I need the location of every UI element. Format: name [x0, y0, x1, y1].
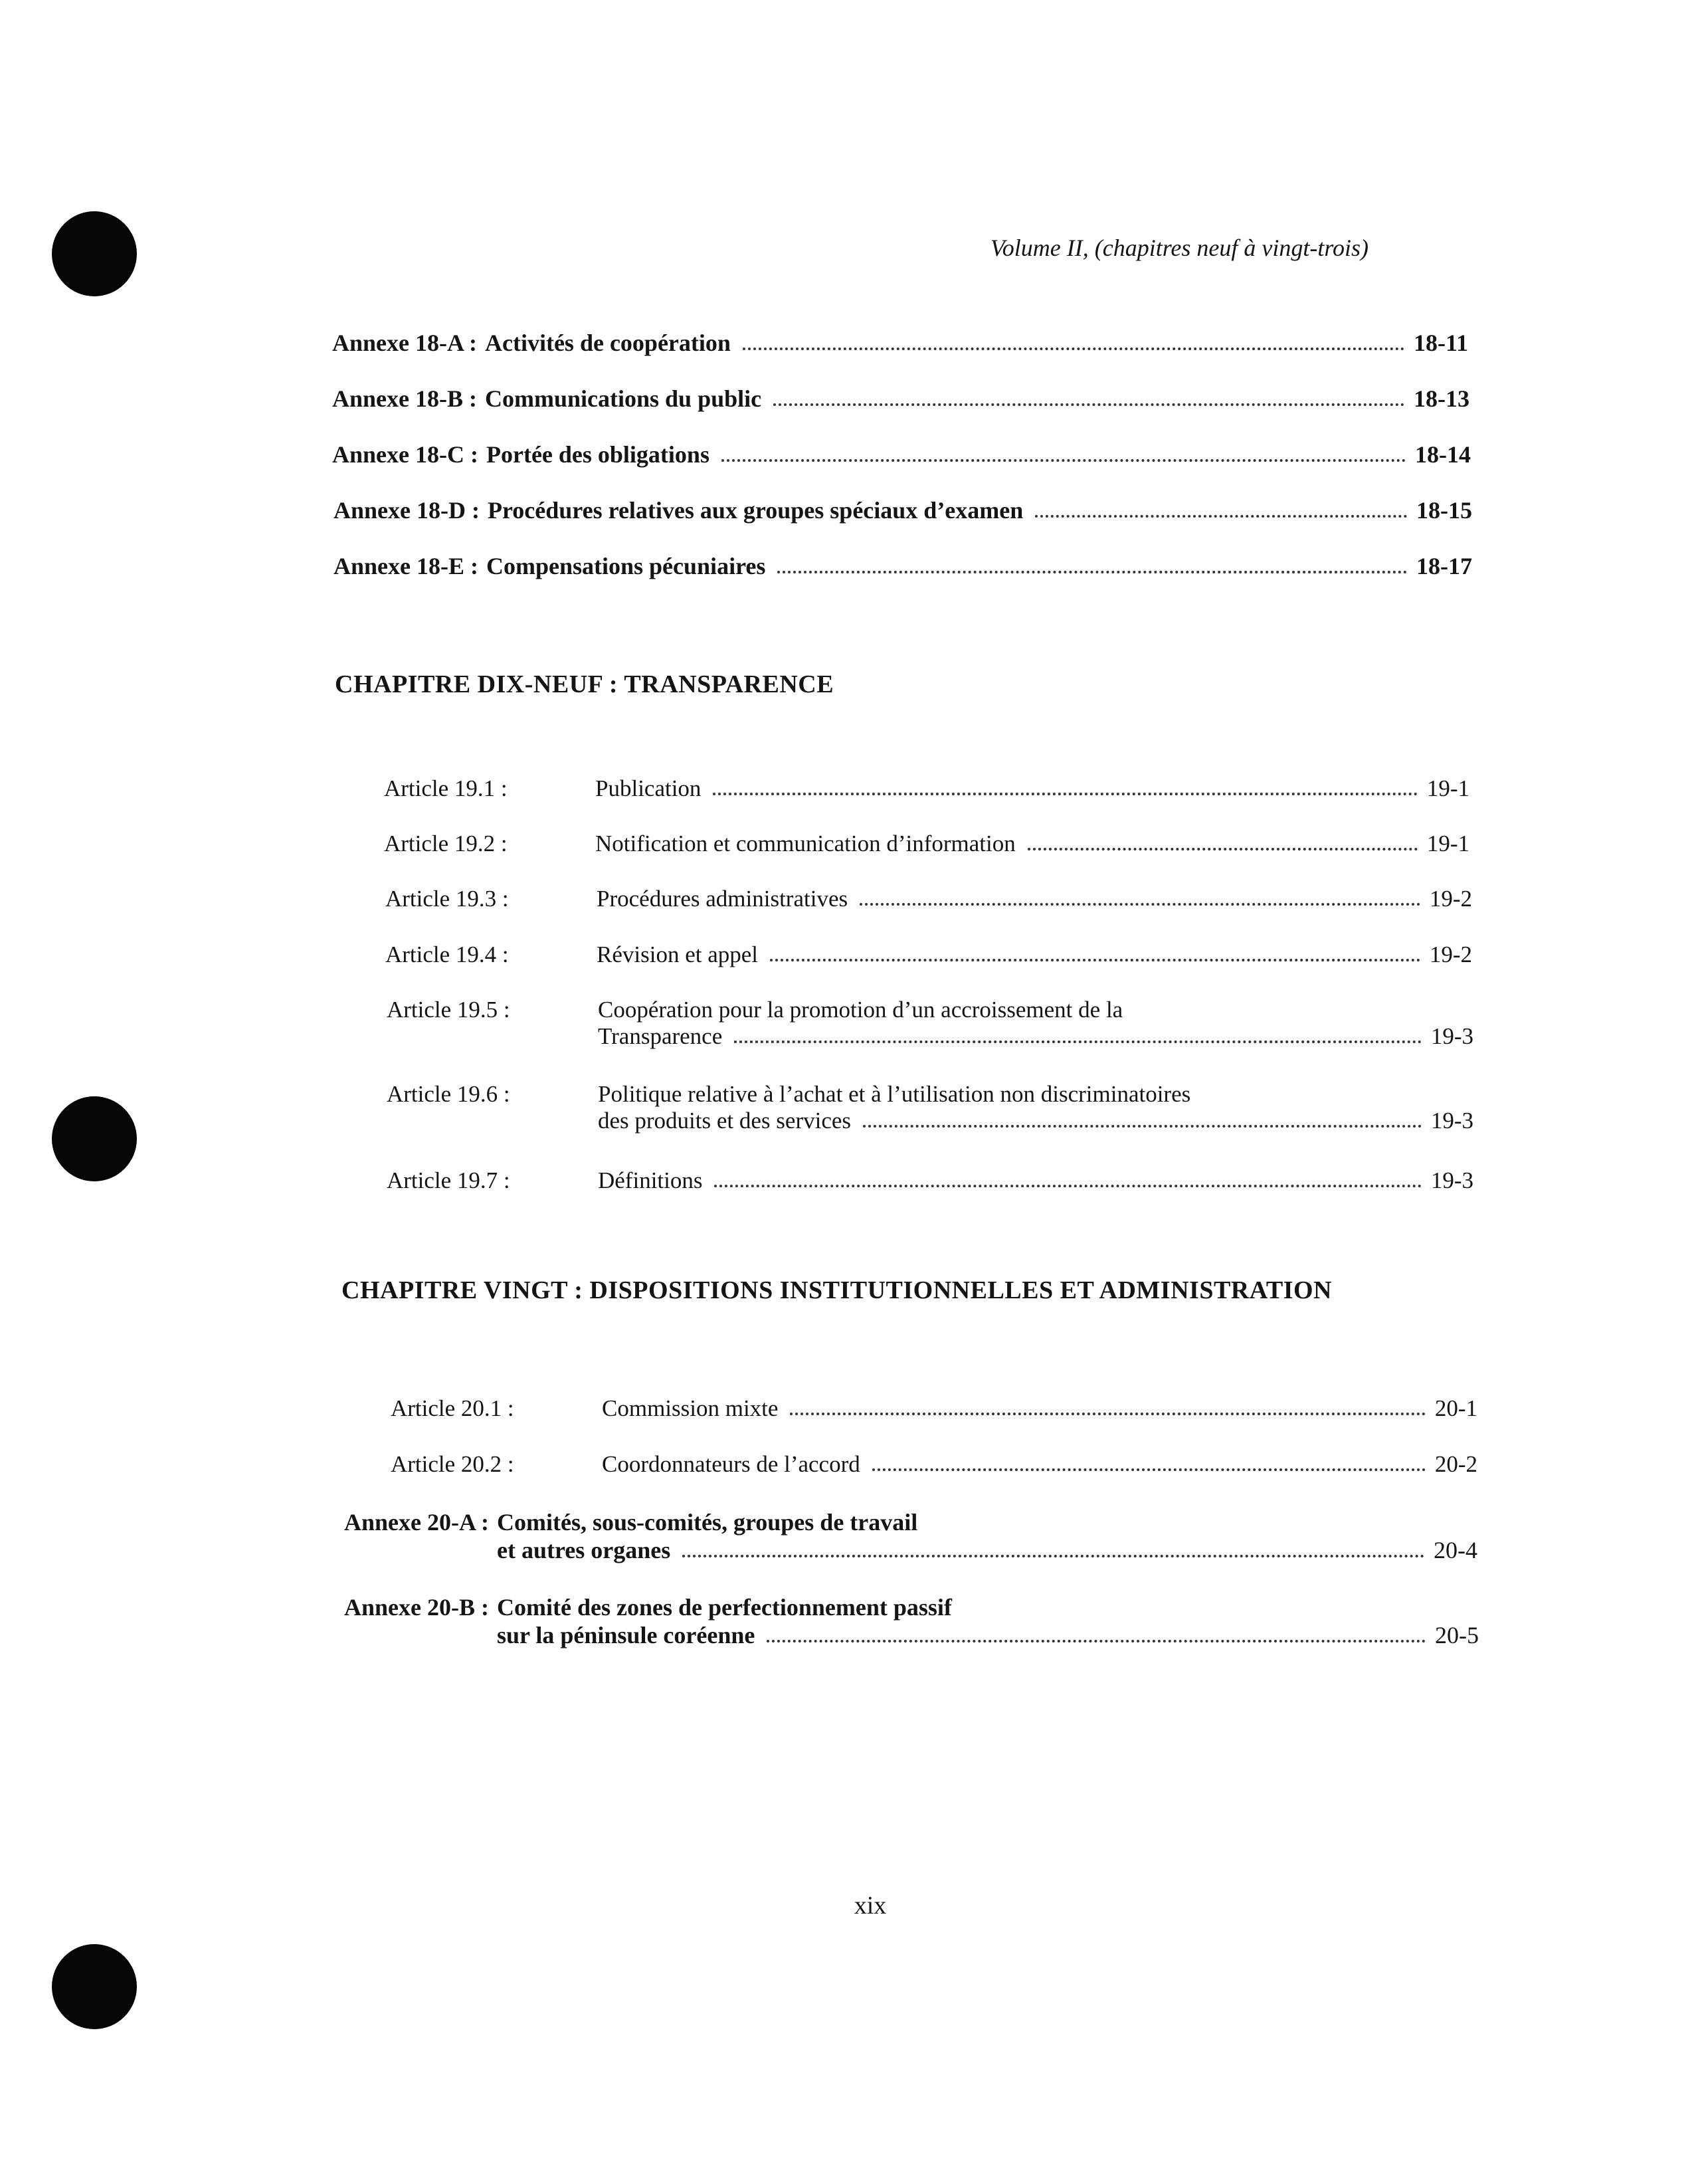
toc-label: Annexe 20-B :: [344, 1594, 489, 1621]
toc-page-number: 20-2: [1434, 1451, 1477, 1477]
toc-entry-annex-18-d[interactable]: [333, 496, 1472, 524]
toc-entry-annex-20-a[interactable]: [344, 1508, 1477, 1564]
toc-entry-annex-18-e[interactable]: [333, 552, 1472, 580]
toc-entry-annex-18-a[interactable]: [332, 329, 1468, 357]
toc-title: Révision et appel: [597, 942, 759, 967]
toc-label: Article 19.2 :: [384, 831, 508, 856]
toc-label: Annexe 18-E :: [333, 553, 478, 579]
toc-title-line: Politique relative à l’achat et à l’utilisation non discriminatoires: [598, 1081, 1191, 1107]
toc-page-number: 19-3: [1430, 1023, 1473, 1049]
toc-title: Compensations pécuniaires: [486, 553, 766, 579]
dot-leader: [777, 571, 1407, 573]
toc-entry-annex-18-b[interactable]: [332, 385, 1469, 413]
toc-title: Publication: [595, 775, 702, 801]
toc-page-number: 19-3: [1430, 1108, 1473, 1134]
toc-page-number: 18-14: [1415, 441, 1471, 468]
toc-title-line: Transparence: [598, 1023, 723, 1049]
dot-leader: [682, 1555, 1424, 1557]
toc-label: Article 19.6 :: [387, 1081, 510, 1107]
toc-label: Article 19.7 :: [387, 1167, 510, 1193]
chapter-heading: CHAPITRE DIX-NEUF : TRANSPARENCE: [335, 670, 834, 698]
toc-entry-article-20-2[interactable]: [391, 1451, 1477, 1478]
dot-leader: [863, 1125, 1422, 1128]
toc-page-number: 18-15: [1416, 497, 1472, 524]
toc-label: Annexe 18-C :: [332, 441, 478, 468]
toc-label: Article 19.5 :: [387, 997, 510, 1023]
toc-entry-article-19-5[interactable]: [387, 997, 1473, 1050]
toc-page-number: 19-2: [1429, 942, 1472, 967]
toc-page-number: 18-11: [1413, 330, 1468, 356]
toc-title: Notification et communication d’information: [595, 831, 1016, 856]
toc-entry-article-19-3[interactable]: [385, 886, 1472, 912]
toc-title: Coordonnateurs de l’accord: [602, 1451, 860, 1477]
dot-leader: [770, 959, 1420, 961]
toc-entry-article-19-6[interactable]: [387, 1081, 1473, 1134]
chapter-heading: CHAPITRE VINGT : DISPOSITIONS INSTITUTIONNELLES ET ADMINISTRATION: [341, 1276, 1332, 1304]
toc-label: Article 20.2 :: [391, 1451, 514, 1477]
dot-leader: [1035, 515, 1407, 518]
dot-leader: [1028, 848, 1418, 850]
toc-title-line: sur la péninsule coréenne: [497, 1622, 755, 1648]
toc-page-number: 19-3: [1430, 1167, 1473, 1193]
binder-hole: [52, 1944, 137, 2029]
toc-entry-article-19-7[interactable]: [387, 1167, 1473, 1194]
page-number: xix: [854, 1892, 887, 1920]
toc-entry-article-20-1[interactable]: [391, 1395, 1477, 1422]
toc-page-number: 19-1: [1426, 831, 1469, 856]
toc-title: Portée des obligations: [486, 441, 709, 468]
dot-leader: [773, 403, 1404, 406]
toc-page-number: 20-5: [1435, 1622, 1479, 1648]
toc-title-line: et autres organes: [497, 1537, 671, 1563]
dot-leader: [734, 1041, 1422, 1043]
toc-page-number: 20-4: [1434, 1537, 1477, 1563]
binder-hole: [52, 211, 137, 296]
toc-entry-annex-18-c[interactable]: [332, 441, 1471, 468]
toc-title: Communications du public: [485, 385, 762, 412]
toc-label: Annexe 18-A :: [332, 330, 477, 356]
dot-leader: [743, 347, 1404, 350]
dot-leader: [860, 903, 1420, 906]
toc-label: Article 19.3 :: [385, 886, 509, 912]
toc-page-number: 19-2: [1429, 886, 1472, 912]
toc-entry-article-19-4[interactable]: [385, 942, 1472, 968]
binder-hole: [52, 1096, 137, 1181]
toc-title-line: Coopération pour la promotion d’un accroissement de la: [598, 997, 1123, 1023]
toc-entry-annex-20-b[interactable]: [344, 1593, 1479, 1649]
toc-title-line: Comité des zones de perfectionnement passif: [497, 1594, 952, 1621]
toc-title: Activités de coopération: [485, 330, 731, 356]
toc-label: Article 19.4 :: [385, 942, 509, 967]
toc-label: Annexe 18-D :: [333, 497, 480, 524]
dot-leader: [767, 1640, 1426, 1642]
toc-entry-article-19-1[interactable]: [384, 775, 1469, 802]
toc-page-number: 18-13: [1414, 385, 1469, 412]
toc-label: Annexe 20-A :: [344, 1509, 489, 1536]
running-head: Volume II, (chapitres neuf à vingt-trois): [990, 235, 1369, 261]
toc-title: Procédures relatives aux groupes spéciaux d’examen: [487, 497, 1024, 524]
toc-page-number: 18-17: [1416, 553, 1472, 579]
toc-label: Annexe 18-B :: [332, 385, 477, 412]
dot-leader: [790, 1413, 1425, 1415]
dot-leader: [713, 793, 1417, 795]
toc-title-line: des produits et des services: [598, 1108, 852, 1134]
toc-title: Commission mixte: [602, 1395, 779, 1421]
toc-page-number: 19-1: [1426, 775, 1469, 801]
dot-leader: [714, 1185, 1421, 1187]
toc-title: Définitions: [598, 1167, 703, 1193]
toc-entry-article-19-2[interactable]: [384, 831, 1469, 857]
toc-title: Procédures administratives: [597, 886, 848, 912]
toc-label: Article 20.1 :: [391, 1395, 514, 1421]
toc-page-number: 20-1: [1434, 1395, 1477, 1421]
dot-leader: [721, 459, 1406, 462]
toc-title-line: Comités, sous-comités, groupes de travail: [497, 1509, 918, 1536]
toc-label: Article 19.1 :: [384, 775, 508, 801]
dot-leader: [872, 1468, 1426, 1471]
